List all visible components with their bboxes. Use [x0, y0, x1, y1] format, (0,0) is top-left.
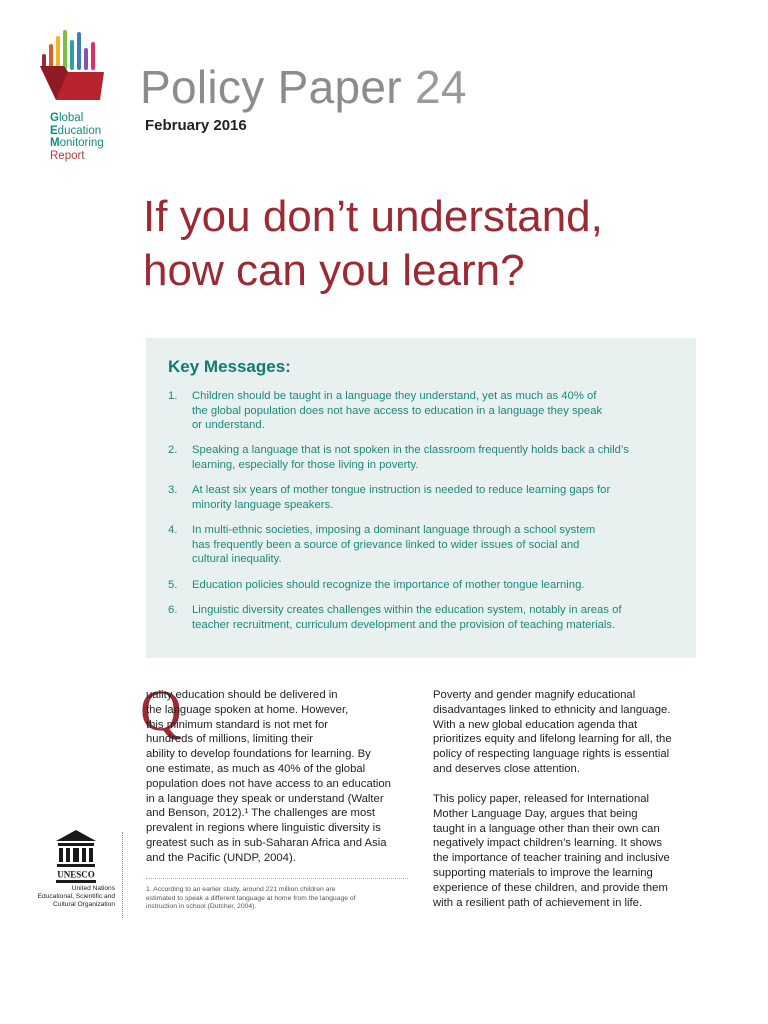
key-message-number: 3. [168, 484, 178, 496]
body-paragraph-poverty: Poverty and gender magnify educational disadvantages linked to ethnicity and language. With a new global education agenda that prioritizes equity and lifelong learning for all, the policy of respecting language rights is essential and deserves close attention. [433, 689, 672, 775]
unesco-wordmark: UNESCO [57, 869, 95, 880]
unesco-temple-icon [56, 830, 96, 886]
drop-cap: Q [140, 678, 182, 743]
key-message-item [168, 578, 668, 593]
logo-line-education: Education [50, 124, 102, 137]
main-headline [143, 190, 743, 298]
logo-bar [84, 48, 88, 70]
key-message-item [168, 443, 668, 472]
logo-bar [77, 32, 81, 70]
key-message-text: Linguistic diversity creates challenges within the education system, notably in areas of teacher recruitment, curriculum development and the provision of teaching materials. [192, 604, 622, 631]
unesco-divider [122, 832, 123, 918]
key-message-item [168, 389, 668, 433]
key-message-item [168, 483, 668, 512]
logo-line-report: Report [50, 149, 85, 162]
series-number: 24 [414, 61, 467, 113]
key-message-text: At least six years of mother tongue instruction is needed to reduce learning gaps for minority language speakers. [192, 484, 611, 511]
footnote: 1. According to an earlier study, around 221 million children are estimated to speak a different language at home from the language of instruction in school (Dutcher, 2004). [146, 886, 356, 911]
headline-line-1: If you don’t understand, [143, 192, 603, 241]
key-message-number: 2. [168, 444, 178, 456]
gem-report-wordmark [50, 112, 104, 162]
logo-bar [91, 42, 95, 70]
logo-bar [63, 30, 67, 70]
logo-line-monitoring: Monitoring [50, 137, 104, 149]
intro-paragraph: uality education should be delivered in the language spoken at home. However, this minimum standard is not met for hundreds of millions, limiting their ability to develop foundations for learning. By one estimate, as much as 40% of the global population does not have access to an education in a language they speak or understand (Walter and Benson, 2012).¹ The challenges are most prevalent in regions where linguistic diversity is greatest such as in sub-Saharan Africa and Asia and the Pacific (UNDP, 2004). [146, 689, 391, 864]
gem-report-logo-icon [34, 24, 114, 104]
issue-date: February 2016 [145, 117, 247, 134]
key-messages-heading: Key Messages: [168, 357, 291, 376]
key-message-number: 1. [168, 390, 178, 402]
unesco-org-name: United Nations Educational, Scientific and Cultural Organization [37, 885, 115, 908]
key-message-text: In multi-ethnic societies, imposing a dominant language through a school system has frequently been a source of grievance linked to wider issues of social and cultural inequality. [192, 524, 596, 565]
logo-bar [56, 36, 60, 70]
key-message-text: Education policies should recognize the importance of mother tongue learning. [192, 579, 585, 591]
key-message-text: Speaking a language that is not spoken in the classroom frequently holds back a child’s learning, especially for those living in poverty. [192, 444, 629, 471]
key-message-item [168, 523, 668, 567]
key-message-text: Children should be taught in a language they understand, yet as much as 40% of the global population does not have access to education in a language they speak or understand. [192, 390, 603, 431]
key-message-number: 5. [168, 579, 178, 591]
series-title [140, 60, 467, 114]
key-message-number: 4. [168, 524, 178, 536]
headline-line-2: how can you learn? [143, 246, 525, 295]
body-paragraph-policy: This policy paper, released for International Mother Language Day, argues that being taught in a language other than their own can negatively impact children’s learning. It shows the importance of teacher training and inclusive supporting materials to improve the learning experience of these children, and provide them with a resilient path of achievement in life. [433, 793, 670, 909]
key-message-number: 6. [168, 604, 178, 616]
series-name: Policy Paper [140, 61, 402, 113]
logo-bar [70, 40, 74, 70]
footnote-divider [146, 878, 408, 879]
key-message-item [168, 603, 668, 632]
logo-line-global: Global [50, 112, 84, 124]
